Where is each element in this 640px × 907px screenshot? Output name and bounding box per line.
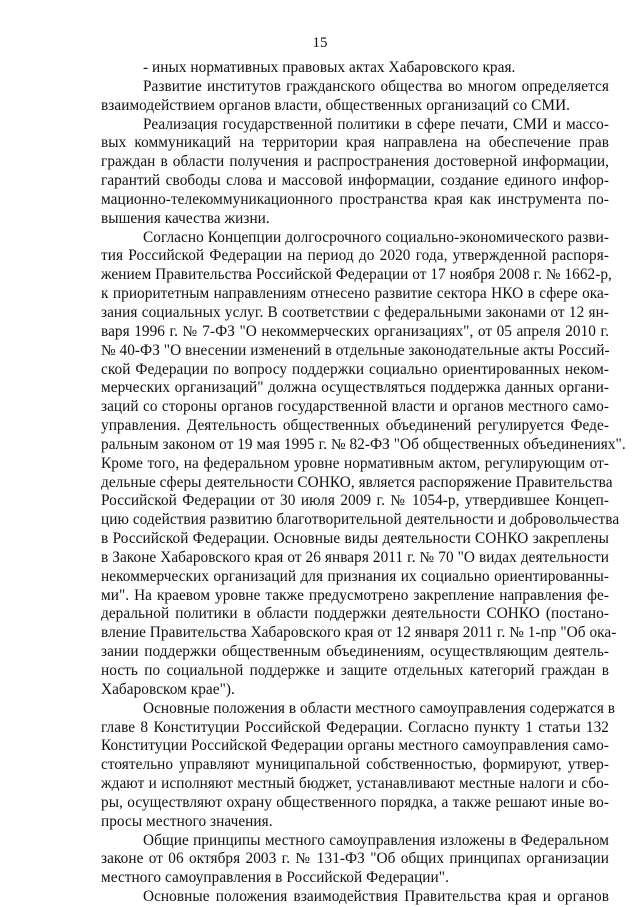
text-line: № 40-ФЗ "О внесении изменений в отдельные законодательные акты Россий- xyxy=(101,341,610,359)
text-line: деральной политики в области поддержки деятельности СОНКО (постано- xyxy=(101,605,609,623)
text-line: ми". На краевом уровне также предусмотрено закрепление направления фе- xyxy=(101,586,609,604)
text-line: вышения качества жизни. xyxy=(101,209,270,227)
text-line: ность по социальной поддержке и защите отдельных категорий граждан в xyxy=(101,662,609,679)
text-line: некоммерческих организаций для признания их социально ориентированны- xyxy=(101,567,609,585)
text-line: ры, осуществляют охрану общественного порядка, а также решают иные во- xyxy=(101,793,609,811)
body-text xyxy=(101,59,626,907)
text-line: законе от 06 октября 2003 г. № 131-ФЗ "Об общих принципах организации xyxy=(101,850,609,868)
text-line: вление Правительства Хабаровского края от 12 января 2011 г. № 1-пр "Об ока- xyxy=(101,624,617,642)
text-line: к приоритетным направлениям отнесено развитие сектора НКО в сфере ока- xyxy=(101,285,609,303)
text-line: тия Российской Федерации на период до 2020 года, утвержденной распоря- xyxy=(101,247,609,265)
text-line: жением Правительства Российской Федерации от 17 ноября 2008 г. № 1662-р, xyxy=(101,266,612,284)
text-line: просы местного значения. xyxy=(101,812,273,830)
text-line: дельные сферы деятельности СОНКО, является распоряжение Правительства xyxy=(101,473,613,491)
text-line: вых коммуникаций на территории края направлена на обеспечение прав xyxy=(101,134,609,152)
text-line: Основные положения в области местного самоуправления содержатся в xyxy=(143,699,616,717)
text-line: варя 1996 г. № 7-ФЗ "О некоммерческих организациях", от 05 апреля 2010 г. xyxy=(101,322,609,340)
text-line: Конституции Российской Федерации органы местного самоуправления само- xyxy=(101,737,609,755)
text-line: главе 8 Конституции Российской Федерации. Согласно пункту 1 статьи 132 xyxy=(101,718,609,736)
text-line: зании поддержки общественным объединениям, осуществляющим деятель- xyxy=(101,643,609,661)
text-line: взаимодействием органов власти, общественных организаций со СМИ. xyxy=(101,96,571,114)
text-line: Хабаровском крае"). xyxy=(101,680,235,698)
text-line: Согласно Концепции долгосрочного социально-экономического разви- xyxy=(143,228,609,246)
text-line: Развитие институтов гражданского общества во многом определяется xyxy=(143,77,609,95)
text-line: ральным законом от 19 мая 1995 г. № 82-ФЗ "Об общественных объединениях". xyxy=(101,435,626,453)
text-line: Российской Федерации от 30 июля 2009 г. № 1054-р, утвердившее Концеп- xyxy=(101,492,609,510)
text-line: Реализация государственной политики в сфере печати, СМИ и массо- xyxy=(143,115,609,133)
text-line: местного самоуправления в Российской Федерации". xyxy=(101,869,449,887)
text-line: заций со стороны органов государственной власти и органов местного само- xyxy=(101,398,609,416)
text-line: Кроме того, на федеральном уровне нормативным актом, регулирующим от- xyxy=(101,454,609,472)
page-number: 15 xyxy=(312,35,328,51)
text-line: мационно-телекоммуникационного пространства края как инструмента по- xyxy=(101,190,609,208)
text-line: управления. Деятельность общественных объединений регулируется Феде- xyxy=(101,417,609,435)
text-line: гарантий свободы слова и массовой информации, создание единого инфор- xyxy=(101,172,609,190)
text-line: мерческих организаций" должна осуществляться поддержка данных органи- xyxy=(101,379,609,397)
text-line: граждан в области получения и распространения достоверной информации, xyxy=(101,153,609,171)
text-line: Основные положения взаимодействия Правительства края и органов xyxy=(143,888,609,906)
text-line: в Законе Хабаровского края от 26 января 2011 г. № 70 "О видах деятельности xyxy=(101,548,609,566)
text-line: стоятельно управляют муниципальной собственностью, формируют, утвер- xyxy=(101,756,609,774)
text-line: в Российской Федерации. Основные виды деятельности СОНКО закреплены xyxy=(101,530,609,548)
text-line: - иных нормативных правовых актах Хабаровского края. xyxy=(143,59,516,76)
text-line: ской Федерации по вопросу поддержки социально ориентированных неком- xyxy=(101,360,609,378)
text-line: цию содействия развитию благотворительной деятельности и добровольчества xyxy=(101,511,620,529)
text-line: зания социальных услуг. В соответствии с федеральными законами от 12 ян- xyxy=(101,303,609,321)
text-line: Общие принципы местного самоуправления изложены в Федеральном xyxy=(143,831,609,849)
text-line: ждают и исполняют местный бюджет, устанавливают местные налоги и сбо- xyxy=(101,775,609,793)
